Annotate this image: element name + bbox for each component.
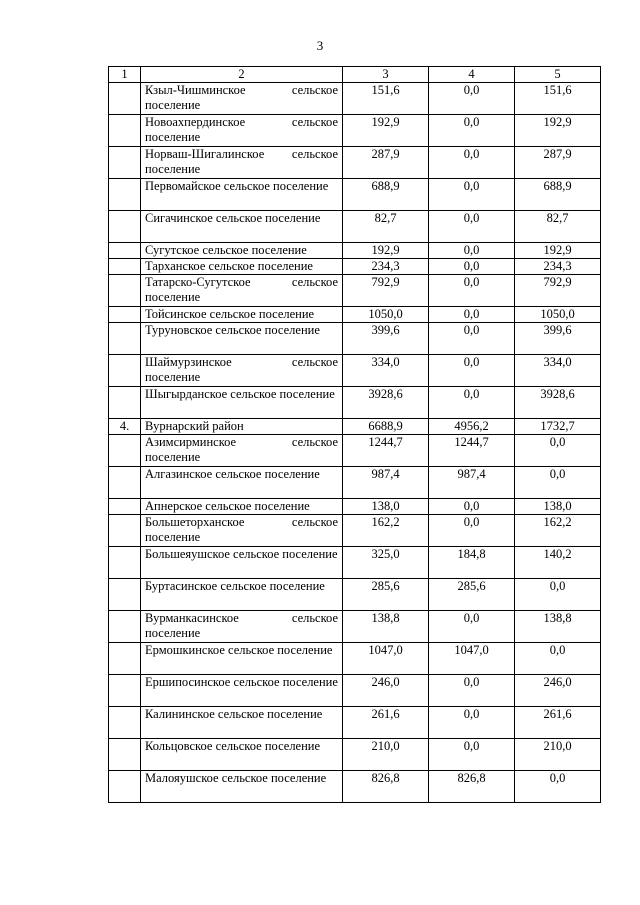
value-col3-cell xyxy=(343,355,429,387)
value-col5-cell xyxy=(515,611,601,643)
value-col5-cell xyxy=(515,419,601,435)
header-cell-5: 5 xyxy=(515,67,601,83)
table-row xyxy=(109,515,601,547)
value-col4-cell xyxy=(429,435,515,467)
value-col3-cell-text: 1047,0 xyxy=(368,643,403,657)
settlement-name-cell xyxy=(141,643,343,675)
value-col5-cell-text: 334,0 xyxy=(543,355,572,369)
value-col5-cell-text: 162,2 xyxy=(543,515,572,529)
row-number-cell xyxy=(109,707,141,739)
value-col5-cell-text: 399,6 xyxy=(543,323,572,337)
settlement-name-cell xyxy=(141,275,343,307)
row-number-cell xyxy=(109,211,141,243)
value-col3-cell xyxy=(343,643,429,675)
table-row xyxy=(109,547,601,579)
settlement-name-cell xyxy=(141,771,343,803)
value-col4-cell-text: 184,8 xyxy=(457,547,486,561)
value-col3-cell xyxy=(343,147,429,179)
table-row xyxy=(109,643,601,675)
value-col4-cell xyxy=(429,83,515,115)
settlement-name-cell xyxy=(141,579,343,611)
row-number-cell xyxy=(109,115,141,147)
value-col4-cell-text: 285,6 xyxy=(457,579,486,593)
row-number-cell xyxy=(109,355,141,387)
settlement-name-cell-text: Кзыл-Чишминское сельское поселение xyxy=(145,83,338,112)
settlement-name-cell xyxy=(141,323,343,355)
value-col4-cell xyxy=(429,499,515,515)
value-col5-cell-text: 0,0 xyxy=(549,771,566,785)
value-col4-cell xyxy=(429,739,515,771)
row-number-cell xyxy=(109,499,141,515)
row-number-cell xyxy=(109,579,141,611)
table-row xyxy=(109,707,601,739)
value-col3-cell-text: 3928,6 xyxy=(368,387,403,401)
value-col4-cell-text: 0,0 xyxy=(463,499,480,513)
header-cell-1: 1 xyxy=(109,67,141,83)
value-col3-cell xyxy=(343,307,429,323)
settlement-name-cell xyxy=(141,467,343,499)
value-col3-cell-text: 285,6 xyxy=(371,579,400,593)
value-col3-cell-text: 261,6 xyxy=(371,707,400,721)
value-col5-cell-text: 138,0 xyxy=(543,499,572,513)
row-number-cell xyxy=(109,611,141,643)
value-col3-cell xyxy=(343,211,429,243)
table-row xyxy=(109,179,601,211)
value-col3-cell xyxy=(343,243,429,259)
value-col4-cell-text: 0,0 xyxy=(463,323,480,337)
value-col5-cell xyxy=(515,547,601,579)
settlement-name-cell xyxy=(141,307,343,323)
table-row xyxy=(109,419,601,435)
value-col4-cell xyxy=(429,275,515,307)
settlement-name-cell-text: Буртасинское сельское поселение xyxy=(145,579,325,593)
settlement-name-cell-text: Большеяушское сельское поселение xyxy=(145,547,338,561)
value-col4-cell xyxy=(429,547,515,579)
settlement-name-cell xyxy=(141,179,343,211)
value-col5-cell xyxy=(515,259,601,275)
settlement-name-cell xyxy=(141,83,343,115)
value-col5-cell-text: 688,9 xyxy=(543,179,572,193)
value-col4-cell-text: 0,0 xyxy=(463,307,480,321)
value-col5-cell xyxy=(515,435,601,467)
settlement-name-cell-text: Кольцовское сельское поселение xyxy=(145,739,321,753)
table-row xyxy=(109,83,601,115)
value-col3-cell xyxy=(343,499,429,515)
settlement-name-cell xyxy=(141,419,343,435)
value-col4-cell-text: 0,0 xyxy=(463,211,480,225)
table-row xyxy=(109,467,601,499)
value-col4-cell xyxy=(429,243,515,259)
settlement-name-cell-text: Тарханское сельское поселение xyxy=(145,259,313,273)
value-col5-cell-text: 210,0 xyxy=(543,739,572,753)
table-row xyxy=(109,355,601,387)
table-row xyxy=(109,211,601,243)
settlement-name-cell-text: Первомайское сельское поселение xyxy=(145,179,329,193)
value-col5-cell-text: 234,3 xyxy=(543,259,572,273)
value-col5-cell xyxy=(515,579,601,611)
table-row xyxy=(109,115,601,147)
row-number-cell xyxy=(109,387,141,419)
value-col5-cell xyxy=(515,147,601,179)
value-col4-cell-text: 0,0 xyxy=(463,387,480,401)
value-col5-cell xyxy=(515,355,601,387)
value-col3-cell-text: 192,9 xyxy=(371,243,400,257)
value-col4-cell-text: 4956,2 xyxy=(454,419,489,433)
value-col3-cell xyxy=(343,115,429,147)
value-col3-cell-text: 287,9 xyxy=(371,147,400,161)
value-col5-cell xyxy=(515,243,601,259)
settlement-name-cell-text: Алгазинское сельское поселение xyxy=(145,467,320,481)
settlement-name-cell xyxy=(141,387,343,419)
table-row xyxy=(109,499,601,515)
value-col4-cell xyxy=(429,643,515,675)
value-col3-cell xyxy=(343,323,429,355)
value-col4-cell xyxy=(429,115,515,147)
value-col5-cell-text: 0,0 xyxy=(549,643,566,657)
settlement-name-cell-text: Вурнарский район xyxy=(145,419,244,433)
value-col5-cell xyxy=(515,515,601,547)
value-col4-cell-text: 0,0 xyxy=(463,675,480,689)
settlement-name-cell-text: Шыгырданское сельское поселение xyxy=(145,387,335,401)
settlement-name-cell xyxy=(141,739,343,771)
settlement-name-cell-text: Большеторханское сельское поселение xyxy=(145,515,338,544)
settlement-name-cell xyxy=(141,147,343,179)
value-col5-cell-text: 287,9 xyxy=(543,147,572,161)
header-cell-2: 2 xyxy=(141,67,343,83)
value-col5-cell xyxy=(515,179,601,211)
settlement-name-cell xyxy=(141,707,343,739)
value-col3-cell xyxy=(343,435,429,467)
value-col5-cell-text: 792,9 xyxy=(543,275,572,289)
settlement-name-cell-text: Тойсинское сельское поселение xyxy=(145,307,315,321)
row-number-cell xyxy=(109,259,141,275)
value-col5-cell xyxy=(515,771,601,803)
value-col5-cell xyxy=(515,499,601,515)
row-number-cell xyxy=(109,83,141,115)
value-col3-cell xyxy=(343,675,429,707)
table-row xyxy=(109,307,601,323)
settlement-name-cell xyxy=(141,611,343,643)
value-col4-cell xyxy=(429,771,515,803)
budget-table xyxy=(108,66,601,803)
row-number-cell xyxy=(109,147,141,179)
value-col4-cell-text: 0,0 xyxy=(463,275,480,289)
value-col5-cell-text: 138,8 xyxy=(543,611,572,625)
value-col5-cell-text: 140,2 xyxy=(543,547,572,561)
value-col3-cell-text: 1050,0 xyxy=(368,307,403,321)
value-col4-cell xyxy=(429,179,515,211)
value-col4-cell xyxy=(429,259,515,275)
value-col4-cell-text: 0,0 xyxy=(463,707,480,721)
settlement-name-cell-text: Апнерское сельское поселение xyxy=(145,499,310,513)
table-row xyxy=(109,147,601,179)
row-number-cell xyxy=(109,675,141,707)
value-col3-cell xyxy=(343,739,429,771)
settlement-name-cell xyxy=(141,115,343,147)
row-number-cell xyxy=(109,467,141,499)
value-col4-cell-text: 826,8 xyxy=(457,771,486,785)
table-row xyxy=(109,323,601,355)
value-col3-cell xyxy=(343,579,429,611)
value-col5-cell-text: 82,7 xyxy=(546,211,569,225)
settlement-name-cell xyxy=(141,547,343,579)
value-col3-cell-text: 210,0 xyxy=(371,739,400,753)
value-col4-cell-text: 0,0 xyxy=(463,83,480,97)
table-row xyxy=(109,259,601,275)
value-col3-cell-text: 162,2 xyxy=(371,515,400,529)
value-col4-cell-text: 0,0 xyxy=(463,179,480,193)
value-col4-cell xyxy=(429,419,515,435)
value-col3-cell xyxy=(343,419,429,435)
table-row xyxy=(109,275,601,307)
value-col4-cell-text: 0,0 xyxy=(463,147,480,161)
value-col5-cell xyxy=(515,467,601,499)
table-row xyxy=(109,611,601,643)
value-col4-cell-text: 1244,7 xyxy=(454,435,489,449)
value-col3-cell-text: 151,6 xyxy=(371,83,400,97)
value-col4-cell xyxy=(429,307,515,323)
header-cell-3: 3 xyxy=(343,67,429,83)
value-col4-cell xyxy=(429,515,515,547)
settlement-name-cell-text: Сигачинское сельское поселение xyxy=(145,211,321,225)
value-col4-cell xyxy=(429,387,515,419)
value-col3-cell-text: 138,0 xyxy=(371,499,400,513)
settlement-name-cell-text: Норваш-Шигалинское сельское поселение xyxy=(145,147,338,176)
value-col5-cell-text: 246,0 xyxy=(543,675,572,689)
value-col4-cell xyxy=(429,611,515,643)
page-number: 3 xyxy=(316,38,324,53)
settlement-name-cell-text: Малояушское сельское поселение xyxy=(145,771,327,785)
header-cell-4: 4 xyxy=(429,67,515,83)
settlement-name-cell xyxy=(141,243,343,259)
value-col3-cell-text: 325,0 xyxy=(371,547,400,561)
value-col3-cell xyxy=(343,259,429,275)
value-col3-cell-text: 987,4 xyxy=(371,467,400,481)
row-number-cell xyxy=(109,419,141,435)
row-number-cell xyxy=(109,435,141,467)
table-row xyxy=(109,771,601,803)
value-col4-cell xyxy=(429,211,515,243)
settlement-name-cell-text: Ермошкинское сельское поселение xyxy=(145,643,333,657)
settlement-name-cell-text: Азимсирминское сельское поселение xyxy=(145,435,338,464)
value-col3-cell-text: 1244,7 xyxy=(368,435,403,449)
settlement-name-cell-text: Туруновское сельское поселение xyxy=(145,323,320,337)
value-col5-cell-text: 192,9 xyxy=(543,115,572,129)
value-col5-cell-text: 3928,6 xyxy=(540,387,575,401)
row-number-cell xyxy=(109,179,141,211)
value-col4-cell xyxy=(429,707,515,739)
value-col4-cell xyxy=(429,467,515,499)
row-number-cell xyxy=(109,739,141,771)
row-number-cell xyxy=(109,515,141,547)
settlement-name-cell-text: Сугутское сельское поселение xyxy=(145,243,307,257)
table-row xyxy=(109,739,601,771)
value-col3-cell-text: 82,7 xyxy=(374,211,397,225)
value-col4-cell-text: 0,0 xyxy=(463,259,480,273)
value-col5-cell xyxy=(515,211,601,243)
value-col3-cell-text: 234,3 xyxy=(371,259,400,273)
value-col3-cell-text: 334,0 xyxy=(371,355,400,369)
value-col3-cell-text: 688,9 xyxy=(371,179,400,193)
settlement-name-cell-text: Татарско-Сугутское сельское поселение xyxy=(145,275,338,304)
value-col3-cell-text: 792,9 xyxy=(371,275,400,289)
settlement-name-cell xyxy=(141,211,343,243)
row-number-cell xyxy=(109,307,141,323)
value-col3-cell xyxy=(343,275,429,307)
value-col3-cell xyxy=(343,707,429,739)
value-col3-cell-text: 138,8 xyxy=(371,611,400,625)
value-col4-cell-text: 0,0 xyxy=(463,739,480,753)
value-col4-cell-text: 0,0 xyxy=(463,355,480,369)
row-number-cell xyxy=(109,323,141,355)
value-col5-cell xyxy=(515,707,601,739)
row-number-cell xyxy=(109,771,141,803)
value-col3-cell xyxy=(343,83,429,115)
row-number-cell-text: 4. xyxy=(119,419,130,433)
value-col3-cell-text: 192,9 xyxy=(371,115,400,129)
value-col5-cell-text: 0,0 xyxy=(549,435,566,449)
value-col5-cell-text: 0,0 xyxy=(549,579,566,593)
settlement-name-cell-text: Новоахпердинское сельское поселение xyxy=(145,115,338,144)
settlement-name-cell-text: Ершипосинское сельское поселение xyxy=(145,675,338,689)
value-col4-cell xyxy=(429,355,515,387)
settlement-name-cell-text: Шаймурзинское сельское поселение xyxy=(145,355,338,384)
value-col3-cell-text: 399,6 xyxy=(371,323,400,337)
value-col4-cell-text: 0,0 xyxy=(463,515,480,529)
table-row xyxy=(109,435,601,467)
settlement-name-cell xyxy=(141,355,343,387)
row-number-cell xyxy=(109,547,141,579)
table-row xyxy=(109,243,601,259)
value-col5-cell xyxy=(515,323,601,355)
table-row xyxy=(109,579,601,611)
value-col5-cell xyxy=(515,387,601,419)
value-col5-cell-text: 192,9 xyxy=(543,243,572,257)
value-col5-cell xyxy=(515,83,601,115)
value-col3-cell-text: 826,8 xyxy=(371,771,400,785)
value-col4-cell-text: 1047,0 xyxy=(454,643,489,657)
value-col3-cell xyxy=(343,467,429,499)
settlement-name-cell xyxy=(141,499,343,515)
value-col3-cell xyxy=(343,771,429,803)
row-number-cell xyxy=(109,643,141,675)
value-col4-cell xyxy=(429,147,515,179)
settlement-name-cell xyxy=(141,259,343,275)
value-col3-cell-text: 246,0 xyxy=(371,675,400,689)
value-col5-cell-text: 261,6 xyxy=(543,707,572,721)
value-col5-cell-text: 151,6 xyxy=(543,83,572,97)
value-col4-cell xyxy=(429,323,515,355)
value-col5-cell xyxy=(515,115,601,147)
value-col4-cell-text: 0,0 xyxy=(463,611,480,625)
settlement-name-cell xyxy=(141,435,343,467)
value-col3-cell xyxy=(343,547,429,579)
row-number-cell xyxy=(109,275,141,307)
value-col3-cell xyxy=(343,179,429,211)
value-col5-cell-text: 0,0 xyxy=(549,467,566,481)
value-col5-cell xyxy=(515,643,601,675)
value-col3-cell xyxy=(343,515,429,547)
table-row xyxy=(109,675,601,707)
value-col5-cell xyxy=(515,307,601,323)
settlement-name-cell xyxy=(141,515,343,547)
value-col5-cell xyxy=(515,675,601,707)
value-col4-cell xyxy=(429,675,515,707)
value-col5-cell-text: 1732,7 xyxy=(540,419,575,433)
value-col3-cell xyxy=(343,611,429,643)
value-col3-cell xyxy=(343,387,429,419)
table-header-row xyxy=(109,67,601,83)
value-col4-cell xyxy=(429,579,515,611)
value-col5-cell xyxy=(515,275,601,307)
value-col4-cell-text: 0,0 xyxy=(463,115,480,129)
settlement-name-cell-text: Калининское сельское поселение xyxy=(145,707,323,721)
value-col5-cell xyxy=(515,739,601,771)
value-col4-cell-text: 987,4 xyxy=(457,467,486,481)
value-col3-cell-text: 6688,9 xyxy=(368,419,403,433)
table-row xyxy=(109,387,601,419)
row-number-cell xyxy=(109,243,141,259)
settlement-name-cell xyxy=(141,675,343,707)
value-col5-cell-text: 1050,0 xyxy=(540,307,575,321)
value-col4-cell-text: 0,0 xyxy=(463,243,480,257)
settlement-name-cell-text: Вурманкасинское сельское поселение xyxy=(145,611,338,640)
